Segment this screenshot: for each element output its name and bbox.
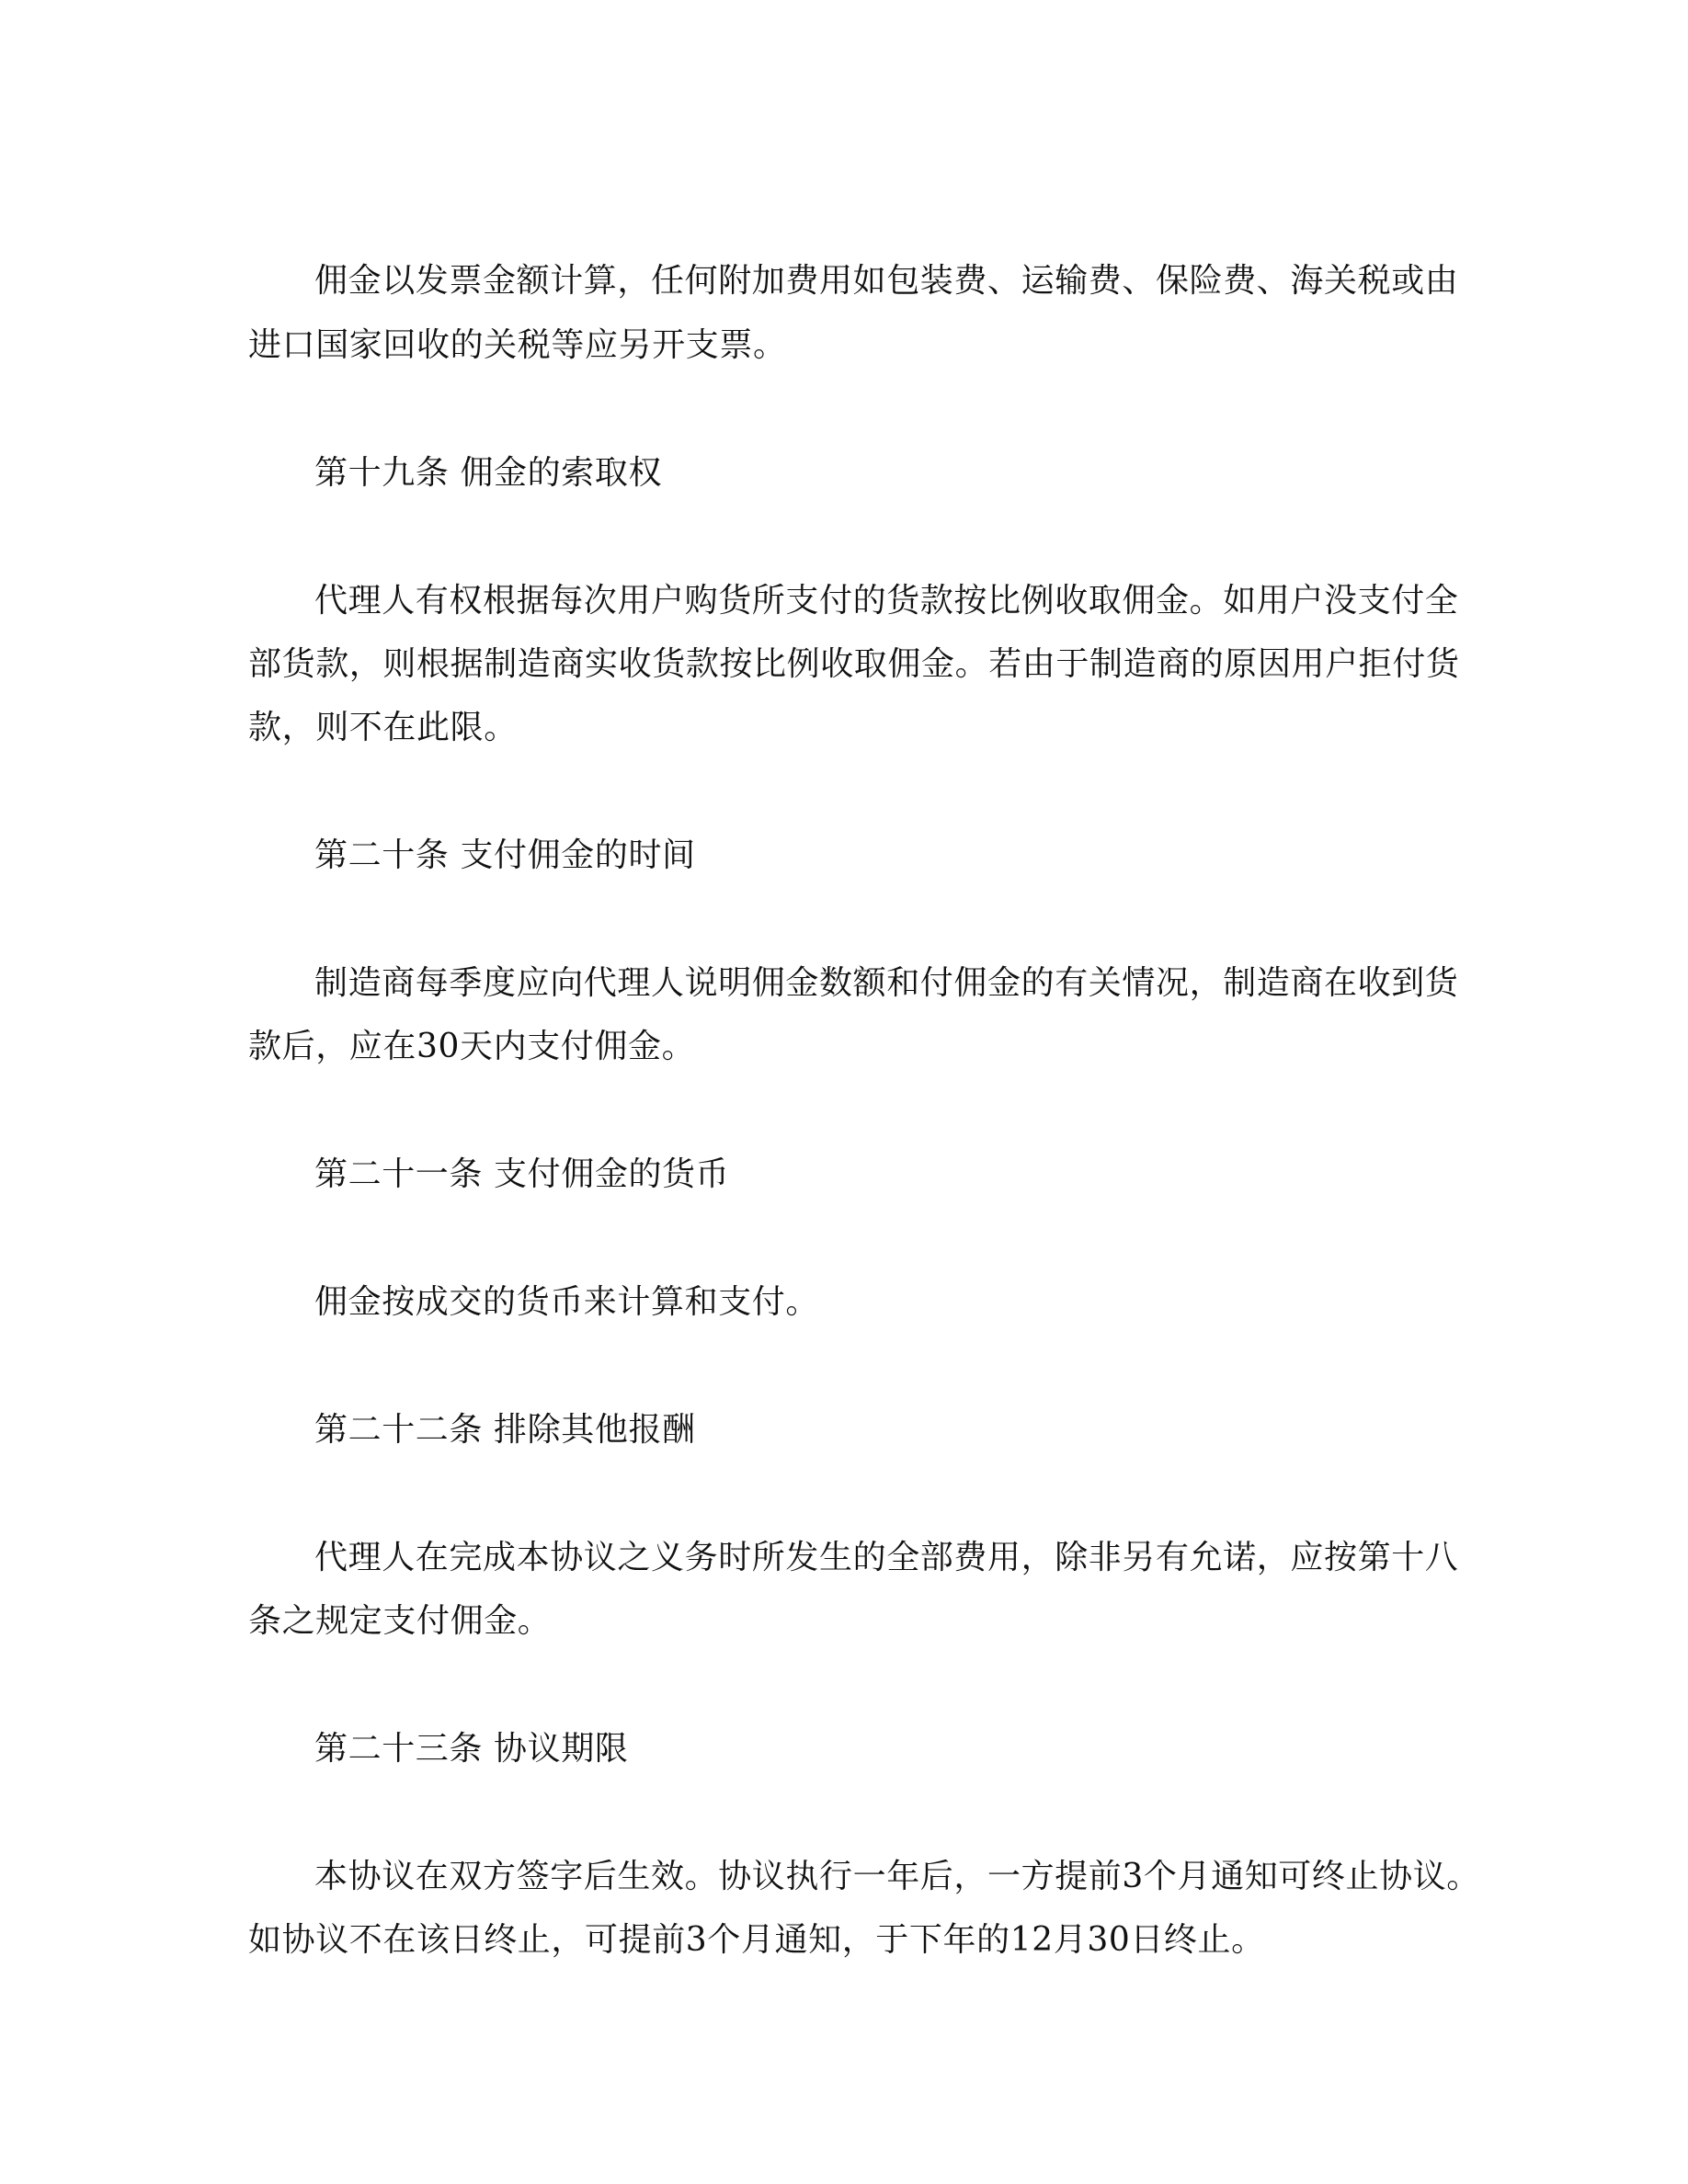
paragraph-article-19-line-3: 款，则不在此限。 [248,709,518,746]
paragraph-article-20-line-1: 制造商每季度应向代理人说明佣金数额和付佣金的有关情况，制造商在收到货 [314,964,1459,1002]
paragraph-article-23-line-1: 本协议在双方签字后生效。协议执行一年后，一方提前3个月通知可终止协议。 [314,1858,1480,1895]
heading-article-20: 第二十条 支付佣金的时间 [314,836,696,874]
heading-article-23: 第二十三条 协议期限 [314,1730,629,1768]
heading-article-21: 第二十一条 支付佣金的货币 [314,1155,730,1193]
paragraph-article-22-line-1: 代理人在完成本协议之义务时所发生的全部费用，除非另有允诺，应按第十八 [314,1539,1459,1576]
paragraph-article-19-line-1: 代理人有权根据每次用户购货所支付的货款按比例收取佣金。如用户没支付全 [314,582,1459,620]
paragraph-commission-basis-line-1: 佣金以发票金额计算，任何附加费用如包装费、运输费、保险费、海关税或由 [314,262,1459,300]
paragraph-commission-basis-line-2: 进口国家回收的关税等应另开支票。 [248,326,787,364]
heading-article-22: 第二十二条 排除其他报酬 [314,1411,696,1449]
paragraph-article-22-line-2: 条之规定支付佣金。 [248,1602,552,1640]
heading-article-19: 第十九条 佣金的索取权 [314,454,663,492]
paragraph-article-19-line-2: 部货款，则根据制造商实收货款按比例收取佣金。若由于制造商的原因用户拒付货 [248,645,1460,683]
paragraph-article-21-line-1: 佣金按成交的货币来计算和支付。 [314,1283,820,1321]
paragraph-article-23-line-2: 如协议不在该日终止，可提前3个月通知，于下年的12月30日终止。 [248,1921,1265,1959]
paragraph-article-20-line-2: 款后，应在30天内支付佣金。 [248,1028,696,1065]
